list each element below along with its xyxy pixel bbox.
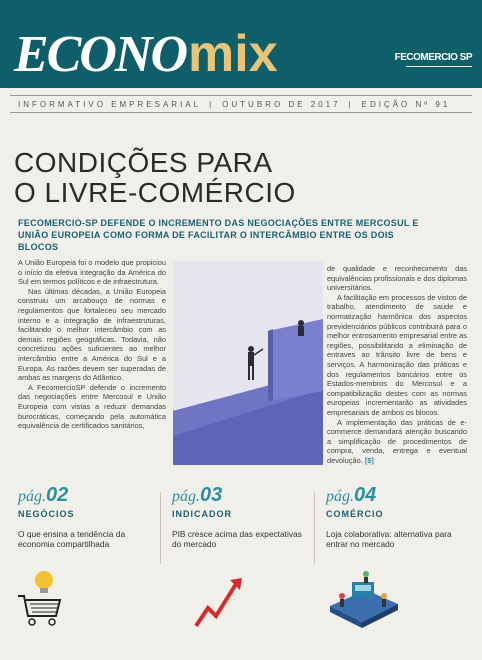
pag-label: pág. <box>18 488 46 505</box>
info-edition: EDIÇÃO Nº 91 <box>361 99 451 109</box>
headline-line-2: O LIVRE-COMÉRCIO <box>14 177 296 208</box>
deck: FECOMERCIO-SP DEFENDE O INCREMENTO DAS NEGOCIAÇÕES ENTRE MERCOSUL E UNIÃO EUROPEIA COMO FORMA DE FACILITAR O INTERCÂMBIO ENTRE OS DOIS BLOCOS <box>18 218 419 252</box>
rule-bottom <box>10 112 472 113</box>
paragraph: A FecomercioSP defende o incremento das negociações entre Mercosul e União Europeia com vistas a reduzir demandas burocráticas, começando pela automática equivalência de certificados sanitários, <box>18 382 166 431</box>
shopping-cart-lightbulb-icon <box>16 568 66 630</box>
section-name: COMÉRCIO <box>326 509 384 519</box>
info-publication: INFORMATIVO EMPRESARIAL <box>18 99 202 109</box>
summary-item-comercio[interactable] <box>326 484 466 549</box>
paragraph-text: A implementação das práticas de e-commerce demandará atenção buscando a simplificação de procedimentos de compra, venda, entrega e eventual devolução. <box>327 417 467 465</box>
brand-underline <box>406 66 472 67</box>
article-column-1 <box>18 258 166 431</box>
summary-description: O que ensina a tendência da economia compartilhada <box>18 529 126 549</box>
info-bar <box>0 95 482 113</box>
growth-arrow-icon <box>192 574 248 630</box>
paragraph: de qualidade e reconhecimento das equivalências profissionais e dos diplomas universitários. <box>327 264 467 293</box>
page-ref <box>326 484 466 507</box>
separator: | <box>209 99 215 109</box>
article-column-3 <box>327 264 467 465</box>
logo-econo: ECONO <box>14 26 187 83</box>
pag-label: pág. <box>326 488 354 505</box>
summary-item-indicador[interactable] <box>172 484 312 549</box>
wall-illustration <box>173 261 323 465</box>
summary-item-negocios[interactable] <box>18 484 158 549</box>
divider <box>160 492 161 564</box>
summary-description: Loja colaborativa: alternativa para entrar no mercado <box>326 529 452 549</box>
page-number: 03 <box>200 484 223 506</box>
person-right-figure <box>298 320 304 336</box>
end-mark: [$] <box>364 455 374 465</box>
section-name: INDICADOR <box>172 509 232 519</box>
logo <box>14 25 278 83</box>
rule-top <box>10 95 472 96</box>
paragraph: A facilitação em processos de vistos de trabalho, atendimento de saúde e normatização harmônica dos aspectos previdenciários públicos contribuirá para o melhor entrosamento empresarial entre as regiões, possibilitando a eliminação de entraves ao trânsito livre de bens e serviços. A harmonização das práticas e dos regulamentos bancários entre os Estados-membros do Mercosul e a compatibilização destes com as normas europeias incrementarão as atividades empresariais de ambos os blocos. <box>327 292 467 417</box>
page-ref <box>172 484 312 507</box>
pag-label: pág. <box>172 488 200 505</box>
logo-mix: mix <box>188 25 278 83</box>
brand-fecomercio: FECOMERCIO SP <box>394 52 472 63</box>
paragraph: Nas últimas décadas, a União Europeia construiu um arcabouço de normas e regulamentos que fortaleceu seu mercado interno e a integração de infraestruturas, facilitando o melhor intercâmbio com as demais regiões geográficas. Todavia, não concretizou ações suficientes ao melhor intercâmbio entre a América do Sul e a Europa. As razões devem ser superadas de ambas as margens do Atlântico. <box>18 286 166 383</box>
headline <box>14 148 296 208</box>
paragraph: A União Europeia foi o modelo que propiciou o início da efetiva integração da América do Sul em termos políticos e de infraestrutura. <box>18 258 166 287</box>
paragraph <box>327 418 467 466</box>
section-name: NEGÓCIOS <box>18 509 75 519</box>
article-illustration <box>173 261 323 465</box>
separator: | <box>348 99 354 109</box>
page-number: 04 <box>354 484 377 506</box>
masthead <box>0 0 482 88</box>
cash-register-store-icon <box>326 566 402 632</box>
summary-description: PIB cresce acima das expectativas do mercado <box>172 529 302 549</box>
person-left-figure <box>248 346 263 380</box>
page-ref <box>18 484 158 507</box>
divider <box>314 492 315 564</box>
info-date: OUTUBRO DE 2017 <box>222 99 341 109</box>
headline-line-1: CONDIÇÕES PARA <box>14 147 273 178</box>
page-number: 02 <box>46 484 69 506</box>
